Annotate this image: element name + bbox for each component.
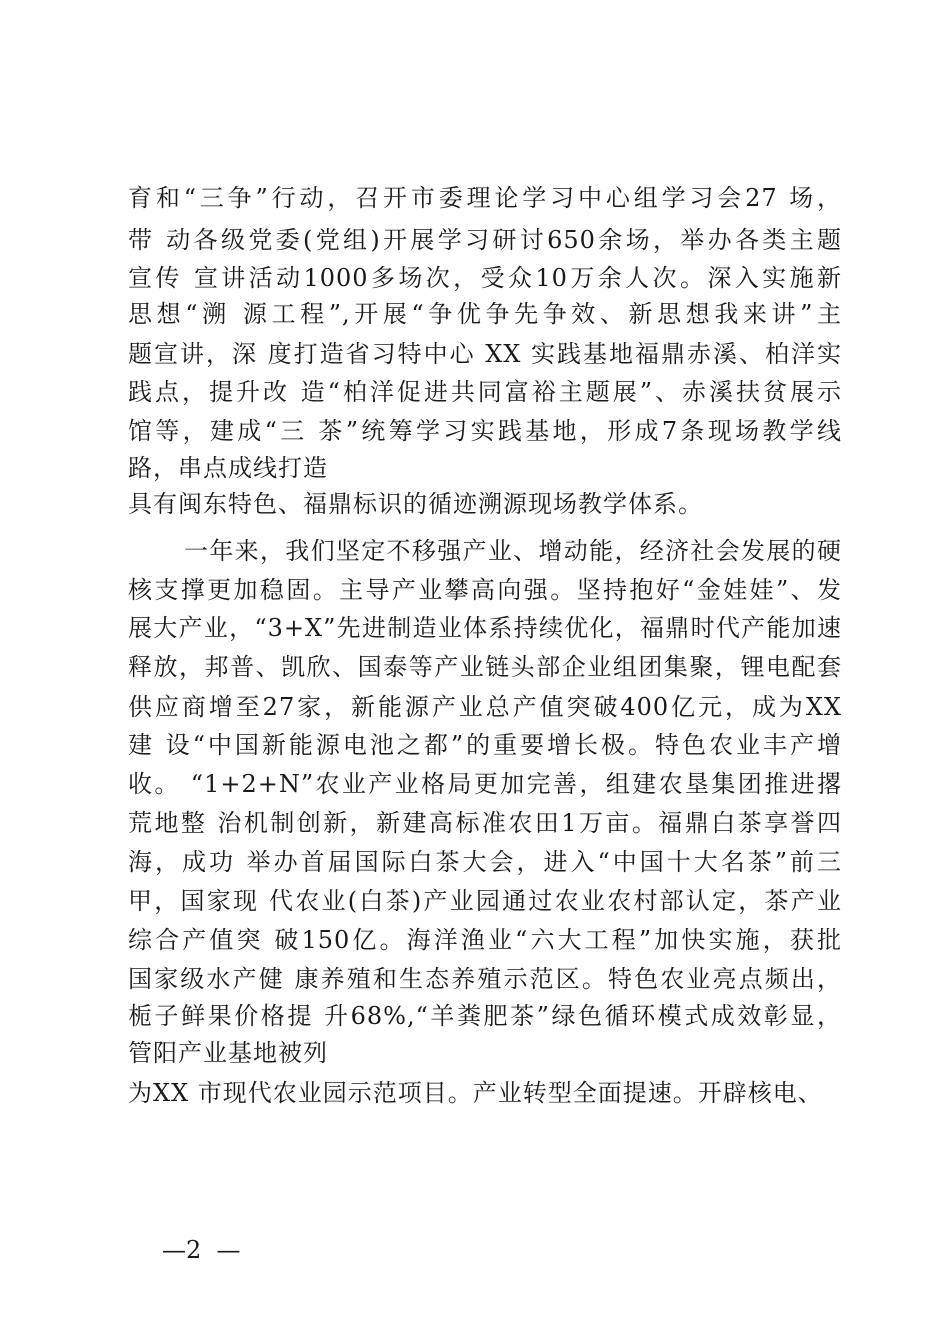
- text-line: 思想“溯 源工程”,开展“争优争先争效、新思想我来讲”主: [128, 300, 842, 328]
- text-line: 一年来，我们坚定不移强产业、增动能，经济社会发展的硬: [184, 537, 842, 565]
- text-line: 甲，国家现 代农业(白茶)产业园通过农业农村部认定，茶产业: [128, 887, 842, 915]
- page-number: —2 —: [162, 1236, 241, 1264]
- text-line: 馆等，建成“三 茶”统筹学习实践基地，形成7条现场教学线: [128, 417, 842, 445]
- text-line: 为XX 市现代农业园示范项目。产业转型全面提速。开辟核电、: [128, 1079, 823, 1107]
- text-line: 荒地整 治机制创新，新建高标准农田1万亩。福鼎白茶享誉四: [128, 809, 842, 837]
- text-line: 释放，邦普、凯欣、国泰等产业链头部企业组团集聚，锂电配套: [128, 653, 842, 681]
- text-line: 管阳产业基地被列: [128, 1039, 328, 1067]
- text-line: 收。 “1+2+N”农业产业格局更加完善，组建农垦集团推进撂: [128, 770, 842, 798]
- text-line: 海，成功 举办首届国际白茶大会，进入“中国十大名茶”前三: [128, 848, 842, 876]
- text-line: 综合产值突 破150亿。海洋渔业“六大工程”加快实施，获批: [128, 926, 842, 954]
- text-line: 践点，提升改 造“柏洋促进共同富裕主题展”、赤溪扶贫展示: [128, 378, 842, 406]
- text-line: 宣传 宣讲活动1000多场次，受众10万余人次。深入实施新: [128, 264, 842, 292]
- text-line: 育和“三争”行动，召开市委理论学习中心组学习会27 场，: [128, 184, 842, 212]
- text-line: 题宣讲，深 度打造省习特中心 XX 实践基地福鼎赤溪、柏洋实: [128, 340, 842, 368]
- text-line: 带 动各级党委(党组)开展学习研讨650余场，举办各类主题: [128, 226, 842, 254]
- text-line: 建 设“中国新能源电池之都”的重要增长极。特色农业丰产增: [128, 731, 842, 759]
- text-line: 国家级水产健 康养殖和生态养殖示范区。特色农业亮点频出，: [128, 965, 842, 993]
- text-line: 路，串点成线打造: [128, 454, 328, 482]
- text-line: 展大产业，“3+X”先进制造业体系持续优化，福鼎时代产能加速: [128, 614, 842, 642]
- text-line: 核支撑更加稳固。主导产业攀高向强。坚持抱好“金娃娃”、发: [128, 576, 842, 604]
- text-line: 供应商增至27家，新能源产业总产值突破400亿元，成为XX: [128, 693, 842, 721]
- text-line: 具有闽东特色、福鼎标识的循迹溯源现场教学体系。: [128, 490, 703, 518]
- text-line: 栀子鲜果价格提 升68%,“羊粪肥茶”绿色循环模式成效彰显，: [128, 1002, 842, 1030]
